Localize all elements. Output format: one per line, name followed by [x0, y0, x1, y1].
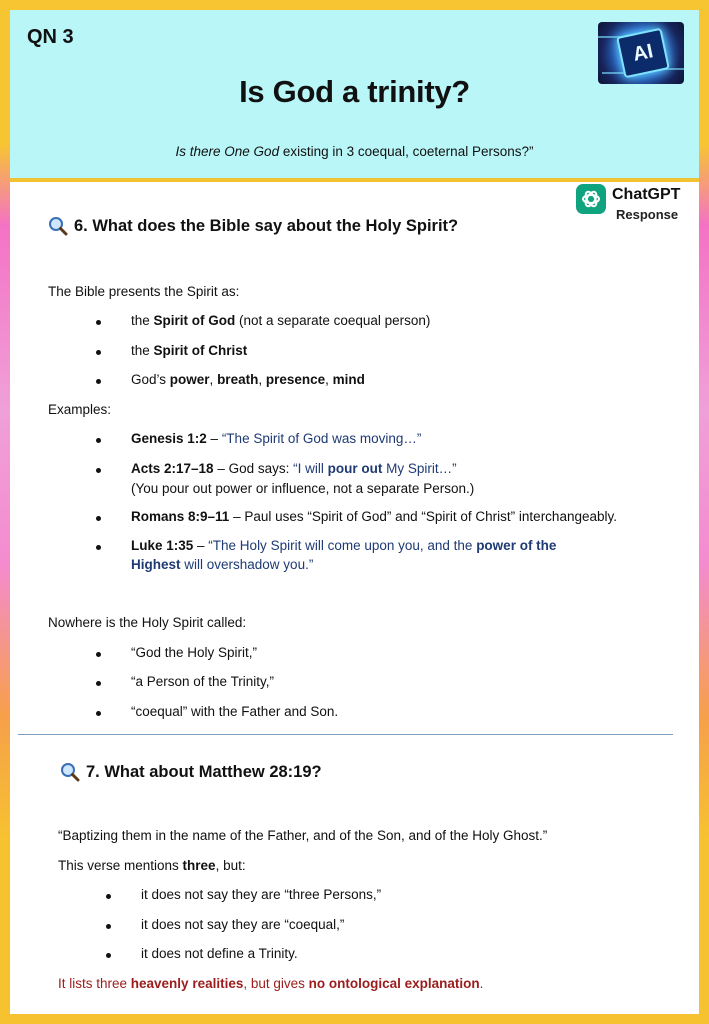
list-item	[131, 372, 365, 387]
text: It lists three	[58, 976, 131, 991]
bold-text: Spirit of God	[153, 313, 236, 328]
bullet	[106, 953, 111, 958]
bullet	[96, 320, 101, 325]
verse-quote: “I will	[293, 461, 328, 476]
list-item	[131, 431, 421, 446]
page-subtitle	[10, 144, 699, 159]
bold-text: presence	[265, 372, 326, 387]
bullet	[96, 468, 101, 473]
verse-quote: My Spirit…”	[382, 461, 457, 476]
section-6-title: 6. What does the Bible say about the Holy Spirit?	[74, 216, 459, 235]
list-item	[131, 313, 430, 328]
verse-ref: Luke 1:35	[131, 538, 194, 553]
bold-text: three	[182, 858, 216, 873]
verse-quote: will overshadow you.”	[180, 557, 314, 572]
nowhere-text: Nowhere is the Holy Spirit called:	[48, 615, 247, 630]
examples-label: Examples:	[48, 402, 112, 417]
bold-text: heavenly realities	[130, 976, 244, 991]
text: –	[206, 431, 222, 446]
verse-quote: “The Holy Spirit will come upon you, and the	[208, 538, 477, 553]
text: – Paul uses “Spirit of God” and “Spirit of Christ” interchangeably.	[229, 509, 617, 524]
verse-ref: Romans 8:9–11	[131, 509, 230, 524]
magnifier-icon	[60, 762, 80, 782]
bullet	[96, 711, 101, 716]
response-label: Response	[616, 207, 679, 222]
verse-quote: “The Spirit of God was moving…”	[221, 431, 422, 446]
subtitle-italic: Is there One God	[175, 144, 280, 159]
bullet	[96, 438, 101, 443]
text: ,	[258, 372, 266, 387]
text: the	[131, 313, 154, 328]
text: This verse mentions	[58, 858, 183, 873]
section-divider	[18, 734, 673, 735]
bullet	[106, 924, 111, 929]
chatgpt-logo-icon	[576, 184, 606, 214]
verse-ref: Acts 2:17–18	[131, 461, 214, 476]
text: –	[193, 538, 209, 553]
bullet	[96, 545, 101, 550]
text: ,	[209, 372, 218, 387]
question-number: QN 3	[27, 26, 74, 48]
bold-text: no ontological explanation	[308, 976, 480, 991]
verse-ref: Genesis 1:2	[131, 431, 207, 446]
text: God’s	[131, 372, 170, 387]
circuit-trace	[602, 72, 624, 74]
list-item: it does not define a Trinity.	[141, 946, 298, 961]
ai-chip-icon	[598, 22, 684, 84]
section-6-heading	[48, 216, 458, 236]
bold-text: breath	[217, 372, 259, 387]
verse-summary	[58, 858, 246, 873]
bullet	[106, 894, 111, 899]
bullet	[96, 350, 101, 355]
text: .	[479, 976, 484, 991]
list-item: it does not say they are “three Persons,”	[141, 887, 382, 902]
section-7-title: 7. What about Matthew 28:19?	[86, 762, 322, 781]
list-item: “a Person of the Trinity,”	[131, 674, 275, 689]
text: , but gives	[243, 976, 309, 991]
bold-text: Spirit of Christ	[153, 343, 248, 358]
subtitle-rest: existing in 3 coequal, coeternal Persons?”	[279, 144, 534, 159]
verse-quote-text: “Baptizing them in the name of the Father, and of the Son, and of the Holy Ghost.”	[58, 828, 548, 843]
list-item: “God the Holy Spirit,”	[131, 645, 258, 660]
list-item	[131, 538, 556, 553]
bold-text: mind	[332, 372, 365, 387]
chatgpt-label: ChatGPT	[612, 186, 681, 203]
verse-quote-bold: Highest	[131, 557, 181, 572]
text: – God says:	[213, 461, 294, 476]
verse-quote-bold: power of the	[476, 538, 557, 553]
text: ,	[325, 372, 333, 387]
bullet	[96, 516, 101, 521]
text: (not a separate coequal person)	[235, 313, 431, 328]
verse-quote-bold: pour out	[327, 461, 383, 476]
list-item	[131, 461, 457, 476]
section-7-heading	[60, 762, 322, 782]
chatgpt-response-badge	[576, 182, 696, 228]
text: the	[131, 343, 154, 358]
text: , but:	[215, 858, 246, 873]
bullet	[96, 652, 101, 657]
magnifier-icon	[48, 216, 68, 236]
list-item	[131, 509, 617, 524]
ai-chip-label: AI	[616, 28, 670, 79]
list-item: it does not say they are “coequal,”	[141, 917, 345, 932]
list-item: “coequal” with the Father and Son.	[131, 704, 339, 719]
page-title: Is God a trinity?	[239, 74, 470, 109]
list-item-continued	[131, 557, 313, 572]
list-item	[131, 343, 247, 358]
note-text: (You pour out power or influence, not a separate Person.)	[131, 481, 475, 496]
bold-text: power	[169, 372, 210, 387]
header-banner	[10, 10, 699, 182]
intro-text: The Bible presents the Spirit as:	[48, 284, 240, 299]
conclusion-text	[58, 976, 483, 991]
bullet	[96, 379, 101, 384]
bullet	[96, 681, 101, 686]
page	[10, 10, 699, 1014]
